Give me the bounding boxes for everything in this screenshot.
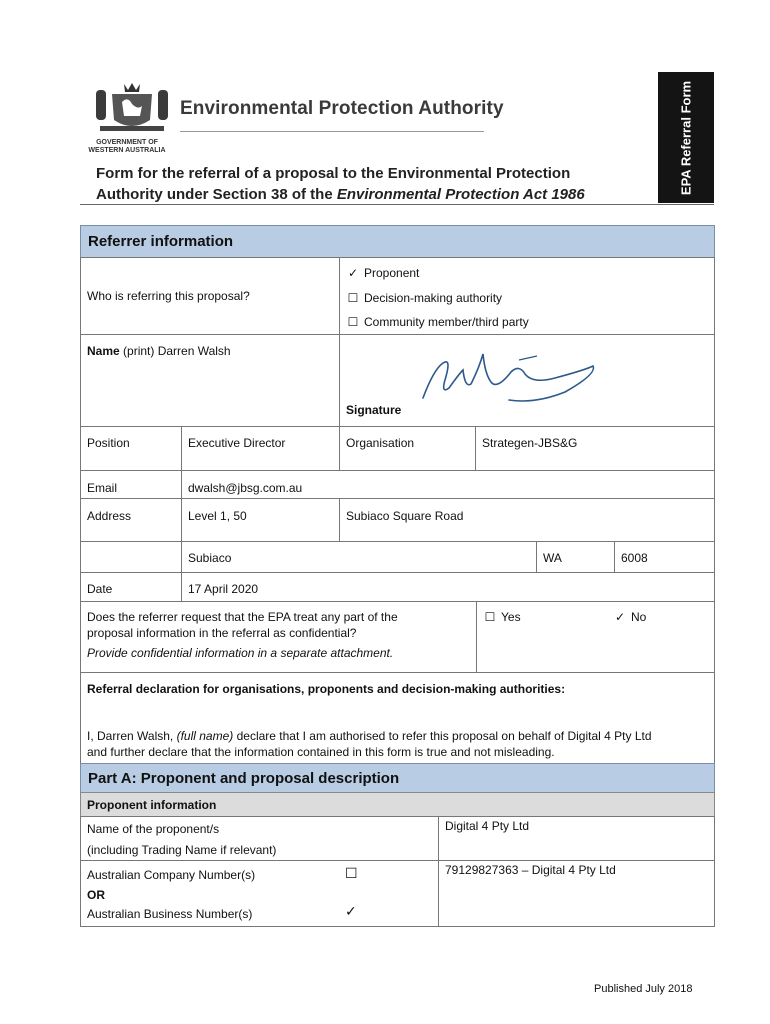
form-title xyxy=(96,163,656,205)
acn-checkbox-icon[interactable]: ☐ xyxy=(345,865,358,881)
yes-label: Yes xyxy=(501,610,521,624)
agency-name: Environmental Protection Authority xyxy=(180,98,504,119)
wa-coat-of-arms-logo xyxy=(92,80,172,138)
organisation-value[interactable]: Strategen-JBS&G xyxy=(482,436,578,450)
declaration-prefix: I, Darren Walsh, xyxy=(87,729,177,743)
published-date: Published July 2018 xyxy=(594,983,693,995)
declaration-line1 xyxy=(87,729,652,743)
who-referring-label: Who is referring this proposal? xyxy=(87,289,250,303)
subheading-label: Proponent information xyxy=(87,798,217,812)
confidential-no[interactable] xyxy=(613,610,646,624)
abn-label: Australian Business Number(s) xyxy=(87,907,253,921)
col-divider xyxy=(476,601,477,672)
handwritten-signature xyxy=(415,344,605,412)
declaration-full-name-hint: (full name) xyxy=(176,729,234,743)
section-part-a xyxy=(80,763,715,793)
checkbox-icon: ☐ xyxy=(347,315,359,329)
option-proponent[interactable] xyxy=(346,266,419,280)
confidential-question-line1: Does the referrer request that the EPA treat any part of the xyxy=(87,610,398,624)
state-value[interactable]: WA xyxy=(543,551,562,565)
option-decision-making-authority[interactable] xyxy=(346,291,502,305)
option-community-member[interactable] xyxy=(346,315,529,329)
declaration-heading: Referral declaration for organisations, proponents and decision-making authorities: xyxy=(87,682,566,696)
confidential-yes[interactable] xyxy=(483,610,521,624)
address-street[interactable]: Subiaco Square Road xyxy=(346,509,464,523)
row-divider xyxy=(80,672,715,673)
address-line1[interactable]: Level 1, 50 xyxy=(188,509,247,523)
row-divider xyxy=(80,601,715,602)
row-divider xyxy=(80,860,715,861)
side-tab-label: EPA Referral Form xyxy=(678,80,694,195)
proponent-name-label-line1: Name of the proponent/s xyxy=(87,822,220,836)
proponent-information-subheading xyxy=(80,792,715,817)
act-name: Environmental Protection Act 1986 xyxy=(336,186,585,203)
name-value: (print) Darren Walsh xyxy=(119,344,231,358)
name-label: Name xyxy=(87,344,120,358)
email-label: Email xyxy=(87,481,118,495)
row-divider xyxy=(80,334,715,335)
form-title-line2: Authority under Section 38 of the xyxy=(96,186,337,203)
suburb-value[interactable]: Subiaco xyxy=(188,551,232,565)
checkbox-icon: ☐ xyxy=(347,291,359,305)
epa-referral-form-tab xyxy=(658,72,714,203)
row-divider xyxy=(80,498,715,499)
proponent-name-label-line2: (including Trading Name if relevant) xyxy=(87,843,277,857)
col-divider xyxy=(536,541,537,572)
proponent-name-value[interactable]: Digital 4 Pty Ltd xyxy=(445,819,530,833)
col-divider xyxy=(339,258,340,426)
option-label: Decision-making authority xyxy=(364,291,503,305)
date-label: Date xyxy=(87,582,113,596)
position-label: Position xyxy=(87,436,130,450)
section-referrer-information xyxy=(80,225,715,258)
declaration-line2: and further declare that the information contained in this form is true and not misleading. xyxy=(87,745,555,759)
name-field[interactable] xyxy=(87,344,231,358)
row-divider xyxy=(80,572,715,573)
form-title-line1: Form for the referral of a proposal to the Environmental Protection xyxy=(96,165,571,182)
organisation-label: Organisation xyxy=(346,436,415,450)
declaration-suffix: declare that I am authorised to refer this proposal on behalf of Digital 4 Pty Ltd xyxy=(233,729,652,743)
acn-label: Australian Company Number(s) xyxy=(87,868,256,882)
check-icon: ✓ xyxy=(614,610,626,624)
agency-rule xyxy=(180,131,484,132)
row-divider xyxy=(80,470,715,471)
col-divider xyxy=(181,426,182,601)
col-divider xyxy=(614,541,615,572)
col-divider xyxy=(339,426,340,470)
government-label: GOVERNMENT OF WESTERN AUSTRALIA xyxy=(88,139,166,154)
no-label: No xyxy=(631,610,647,624)
col-divider xyxy=(438,816,439,927)
postcode-value[interactable]: 6008 xyxy=(621,551,648,565)
title-rule xyxy=(80,204,714,205)
abn-check-icon[interactable]: ✓ xyxy=(345,903,357,919)
position-value[interactable]: Executive Director xyxy=(188,436,286,450)
signature-label: Signature xyxy=(346,403,402,417)
col-divider xyxy=(339,498,340,541)
confidential-question-line2: proposal information in the referral as confidential? xyxy=(87,626,357,640)
row-divider xyxy=(80,541,715,542)
row-divider xyxy=(80,426,715,427)
section-title: Referrer information xyxy=(88,233,234,250)
check-icon: ✓ xyxy=(347,266,359,280)
col-divider xyxy=(475,426,476,470)
option-label: Community member/third party xyxy=(364,315,529,329)
checkbox-icon: ☐ xyxy=(484,610,496,624)
email-value[interactable]: dwalsh@jbsg.com.au xyxy=(188,481,303,495)
address-label: Address xyxy=(87,509,132,523)
confidential-note: Provide confidential information in a separate attachment. xyxy=(87,646,394,660)
section-title: Part A: Proponent and proposal description xyxy=(88,770,400,787)
option-label: Proponent xyxy=(364,266,420,280)
or-label: OR xyxy=(87,888,105,902)
company-number-value[interactable]: 79129827363 – Digital 4 Pty Ltd xyxy=(445,863,616,877)
date-value[interactable]: 17 April 2020 xyxy=(188,582,259,596)
